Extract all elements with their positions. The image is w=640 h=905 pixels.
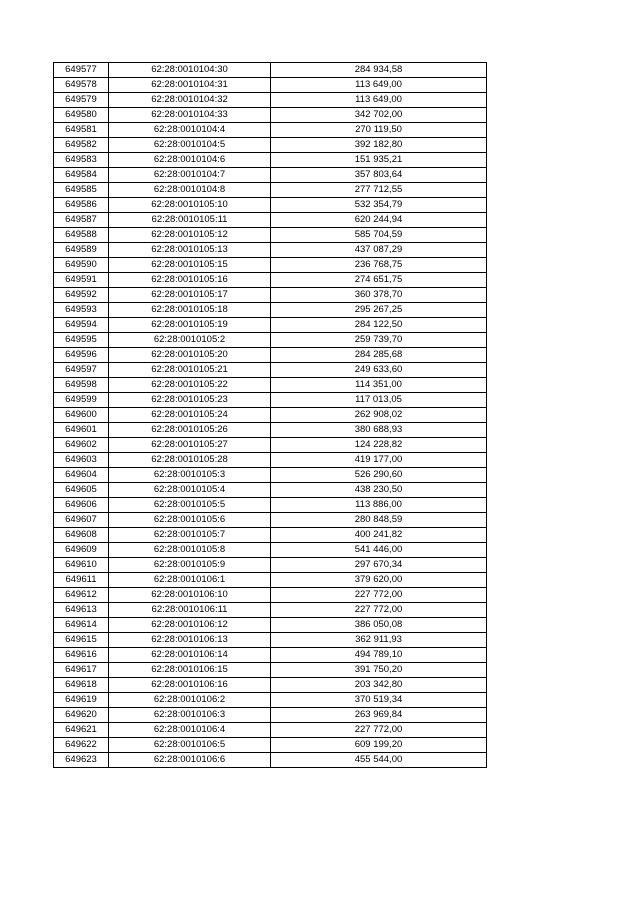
cadastral-value-cell: 203 342,80 <box>271 678 487 693</box>
table-row <box>54 408 487 423</box>
row-id-cell: 649598 <box>54 378 109 393</box>
cadastral-value-cell: 227 772,00 <box>271 723 487 738</box>
cadastral-value-cell: 370 519,34 <box>271 693 487 708</box>
row-id-cell: 649605 <box>54 483 109 498</box>
cadastral-value-cell: 284 285,68 <box>271 348 487 363</box>
cadastral-value-cell: 362 911,93 <box>271 633 487 648</box>
cadastral-value-cell: 114 351,00 <box>271 378 487 393</box>
table-row <box>54 423 487 438</box>
row-id-cell: 649596 <box>54 348 109 363</box>
row-id-cell: 649607 <box>54 513 109 528</box>
row-id-cell: 649585 <box>54 183 109 198</box>
cadastral-value-cell: 270 119,50 <box>271 123 487 138</box>
cadastral-number-cell: 62:28:0010105:9 <box>109 558 271 573</box>
row-id-cell: 649588 <box>54 228 109 243</box>
cadastral-number-cell: 62:28:0010105:26 <box>109 423 271 438</box>
table-row <box>54 63 487 78</box>
row-id-cell: 649587 <box>54 213 109 228</box>
table-row <box>54 543 487 558</box>
cadastral-value-cell: 386 050,08 <box>271 618 487 633</box>
row-id-cell: 649594 <box>54 318 109 333</box>
cadastral-value-cell: 117 013,05 <box>271 393 487 408</box>
cadastral-number-cell: 62:28:0010105:16 <box>109 273 271 288</box>
row-id-cell: 649603 <box>54 453 109 468</box>
cadastral-number-cell: 62:28:0010105:22 <box>109 378 271 393</box>
row-id-cell: 649591 <box>54 273 109 288</box>
cadastral-value-cell: 274 651,75 <box>271 273 487 288</box>
table-row <box>54 753 487 768</box>
table-row <box>54 393 487 408</box>
cadastral-number-cell: 62:28:0010105:17 <box>109 288 271 303</box>
row-id-cell: 649592 <box>54 288 109 303</box>
table-row <box>54 708 487 723</box>
cadastral-number-cell: 62:28:0010106:1 <box>109 573 271 588</box>
row-id-cell: 649621 <box>54 723 109 738</box>
cadastral-value-cell: 360 378,70 <box>271 288 487 303</box>
cadastral-value-cell: 609 199,20 <box>271 738 487 753</box>
cadastral-number-cell: 62:28:0010106:14 <box>109 648 271 663</box>
cadastral-number-cell: 62:28:0010105:19 <box>109 318 271 333</box>
cadastral-number-cell: 62:28:0010104:7 <box>109 168 271 183</box>
cadastral-value-cell: 227 772,00 <box>271 603 487 618</box>
cadastral-value-cell: 113 649,00 <box>271 93 487 108</box>
cadastral-value-cell: 585 704,59 <box>271 228 487 243</box>
row-id-cell: 649584 <box>54 168 109 183</box>
cadastral-value-cell: 236 768,75 <box>271 258 487 273</box>
cadastral-number-cell: 62:28:0010105:23 <box>109 393 271 408</box>
cadastral-value-cell: 400 241,82 <box>271 528 487 543</box>
table-row <box>54 453 487 468</box>
cadastral-number-cell: 62:28:0010105:13 <box>109 243 271 258</box>
cadastral-number-cell: 62:28:0010106:10 <box>109 588 271 603</box>
cadastral-number-cell: 62:28:0010104:32 <box>109 93 271 108</box>
cadastral-value-cell: 151 935,21 <box>271 153 487 168</box>
cadastral-value-cell: 342 702,00 <box>271 108 487 123</box>
cadastral-number-cell: 62:28:0010105:21 <box>109 363 271 378</box>
row-id-cell: 649580 <box>54 108 109 123</box>
table-row <box>54 243 487 258</box>
row-id-cell: 649581 <box>54 123 109 138</box>
cadastral-number-cell: 62:28:0010105:27 <box>109 438 271 453</box>
table-row <box>54 528 487 543</box>
row-id-cell: 649617 <box>54 663 109 678</box>
cadastral-value-cell: 357 803,64 <box>271 168 487 183</box>
cadastral-value-cell: 532 354,79 <box>271 198 487 213</box>
row-id-cell: 649613 <box>54 603 109 618</box>
row-id-cell: 649601 <box>54 423 109 438</box>
cadastral-number-cell: 62:28:0010106:11 <box>109 603 271 618</box>
cadastral-number-cell: 62:28:0010104:33 <box>109 108 271 123</box>
cadastral-number-cell: 62:28:0010106:16 <box>109 678 271 693</box>
cadastral-number-cell: 62:28:0010105:11 <box>109 213 271 228</box>
table-row <box>54 93 487 108</box>
cadastral-number-cell: 62:28:0010106:2 <box>109 693 271 708</box>
row-id-cell: 649589 <box>54 243 109 258</box>
table-row <box>54 168 487 183</box>
table-row <box>54 648 487 663</box>
table-row <box>54 588 487 603</box>
cadastral-value-cell: 455 544,00 <box>271 753 487 768</box>
row-id-cell: 649619 <box>54 693 109 708</box>
cadastral-value-cell: 379 620,00 <box>271 573 487 588</box>
table-row <box>54 198 487 213</box>
cadastral-value-cell: 297 670,34 <box>271 558 487 573</box>
row-id-cell: 649620 <box>54 708 109 723</box>
table-body <box>54 63 487 768</box>
cadastral-number-cell: 62:28:0010106:4 <box>109 723 271 738</box>
row-id-cell: 649582 <box>54 138 109 153</box>
cadastral-value-cell: 541 446,00 <box>271 543 487 558</box>
row-id-cell: 649604 <box>54 468 109 483</box>
table-row <box>54 108 487 123</box>
cadastral-value-cell: 526 290,60 <box>271 468 487 483</box>
cadastral-value-cell: 437 087,29 <box>271 243 487 258</box>
cadastral-value-cell: 113 886,00 <box>271 498 487 513</box>
cadastral-value-cell: 113 649,00 <box>271 78 487 93</box>
table-row <box>54 363 487 378</box>
table-row <box>54 123 487 138</box>
cadastral-number-cell: 62:28:0010106:15 <box>109 663 271 678</box>
row-id-cell: 649597 <box>54 363 109 378</box>
cadastral-value-cell: 227 772,00 <box>271 588 487 603</box>
table-row <box>54 558 487 573</box>
cadastral-number-cell: 62:28:0010105:7 <box>109 528 271 543</box>
table-row <box>54 513 487 528</box>
row-id-cell: 649602 <box>54 438 109 453</box>
cadastral-number-cell: 62:28:0010105:5 <box>109 498 271 513</box>
cadastral-number-cell: 62:28:0010106:5 <box>109 738 271 753</box>
cadastral-value-cell: 391 750,20 <box>271 663 487 678</box>
cadastral-number-cell: 62:28:0010104:31 <box>109 78 271 93</box>
table-row <box>54 723 487 738</box>
cadastral-value-cell: 249 633,60 <box>271 363 487 378</box>
cadastral-value-cell: 380 688,93 <box>271 423 487 438</box>
cadastral-number-cell: 62:28:0010104:8 <box>109 183 271 198</box>
cadastral-number-cell: 62:28:0010105:12 <box>109 228 271 243</box>
row-id-cell: 649611 <box>54 573 109 588</box>
cadastral-value-cell: 262 908,02 <box>271 408 487 423</box>
row-id-cell: 649600 <box>54 408 109 423</box>
cadastral-value-cell: 284 934,58 <box>271 63 487 78</box>
row-id-cell: 649583 <box>54 153 109 168</box>
table-row <box>54 663 487 678</box>
table-row <box>54 303 487 318</box>
cadastral-number-cell: 62:28:0010105:15 <box>109 258 271 273</box>
row-id-cell: 649610 <box>54 558 109 573</box>
cadastral-number-cell: 62:28:0010106:12 <box>109 618 271 633</box>
cadastral-number-cell: 62:28:0010106:6 <box>109 753 271 768</box>
table-row <box>54 228 487 243</box>
cadastral-number-cell: 62:28:0010105:20 <box>109 348 271 363</box>
cadastral-number-cell: 62:28:0010106:3 <box>109 708 271 723</box>
cadastral-number-cell: 62:28:0010105:6 <box>109 513 271 528</box>
row-id-cell: 649579 <box>54 93 109 108</box>
table-row <box>54 183 487 198</box>
cadastral-number-cell: 62:28:0010105:24 <box>109 408 271 423</box>
row-id-cell: 649618 <box>54 678 109 693</box>
cadastral-number-cell: 62:28:0010104:6 <box>109 153 271 168</box>
cadastral-value-cell: 124 228,82 <box>271 438 487 453</box>
table-row <box>54 498 487 513</box>
table-row <box>54 573 487 588</box>
cadastral-value-cell: 259 739,70 <box>271 333 487 348</box>
cadastral-value-cell: 620 244,94 <box>271 213 487 228</box>
cadastral-number-cell: 62:28:0010105:3 <box>109 468 271 483</box>
row-id-cell: 649577 <box>54 63 109 78</box>
row-id-cell: 649590 <box>54 258 109 273</box>
cadastral-number-cell: 62:28:0010105:8 <box>109 543 271 558</box>
table-row <box>54 258 487 273</box>
cadastral-number-cell: 62:28:0010105:18 <box>109 303 271 318</box>
row-id-cell: 649593 <box>54 303 109 318</box>
table-row <box>54 333 487 348</box>
cadastral-value-cell: 494 789,10 <box>271 648 487 663</box>
table-row <box>54 738 487 753</box>
table-row <box>54 693 487 708</box>
row-id-cell: 649616 <box>54 648 109 663</box>
cadastral-value-table <box>53 62 487 768</box>
row-id-cell: 649623 <box>54 753 109 768</box>
table-row <box>54 468 487 483</box>
cadastral-value-cell: 295 267,25 <box>271 303 487 318</box>
table-row <box>54 213 487 228</box>
row-id-cell: 649614 <box>54 618 109 633</box>
row-id-cell: 649595 <box>54 333 109 348</box>
row-id-cell: 649599 <box>54 393 109 408</box>
row-id-cell: 649612 <box>54 588 109 603</box>
row-id-cell: 649608 <box>54 528 109 543</box>
cadastral-value-cell: 277 712,55 <box>271 183 487 198</box>
row-id-cell: 649586 <box>54 198 109 213</box>
table-row <box>54 618 487 633</box>
table-row <box>54 288 487 303</box>
cadastral-value-cell: 263 969,84 <box>271 708 487 723</box>
cadastral-number-cell: 62:28:0010105:28 <box>109 453 271 468</box>
table-row <box>54 348 487 363</box>
cadastral-number-cell: 62:28:0010105:2 <box>109 333 271 348</box>
cadastral-number-cell: 62:28:0010106:13 <box>109 633 271 648</box>
table-row <box>54 678 487 693</box>
cadastral-value-cell: 284 122,50 <box>271 318 487 333</box>
row-id-cell: 649606 <box>54 498 109 513</box>
cadastral-number-cell: 62:28:0010105:4 <box>109 483 271 498</box>
cadastral-number-cell: 62:28:0010105:10 <box>109 198 271 213</box>
table-row <box>54 378 487 393</box>
row-id-cell: 649622 <box>54 738 109 753</box>
cadastral-value-cell: 392 182,80 <box>271 138 487 153</box>
table-row <box>54 273 487 288</box>
cadastral-number-cell: 62:28:0010104:30 <box>109 63 271 78</box>
table-row <box>54 633 487 648</box>
table-row <box>54 138 487 153</box>
cadastral-number-cell: 62:28:0010104:5 <box>109 138 271 153</box>
table-row <box>54 483 487 498</box>
table-row <box>54 438 487 453</box>
cadastral-value-cell: 280 848,59 <box>271 513 487 528</box>
table-row <box>54 78 487 93</box>
row-id-cell: 649578 <box>54 78 109 93</box>
table-row <box>54 153 487 168</box>
table-row <box>54 318 487 333</box>
cadastral-number-cell: 62:28:0010104:4 <box>109 123 271 138</box>
row-id-cell: 649615 <box>54 633 109 648</box>
row-id-cell: 649609 <box>54 543 109 558</box>
cadastral-value-cell: 438 230,50 <box>271 483 487 498</box>
table-row <box>54 603 487 618</box>
cadastral-value-cell: 419 177,00 <box>271 453 487 468</box>
